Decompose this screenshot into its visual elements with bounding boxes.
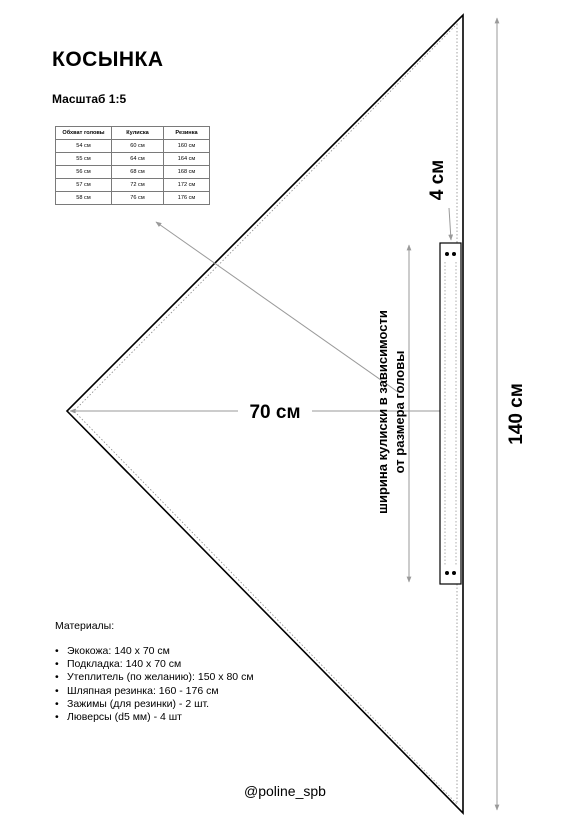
eyelet-marker <box>452 252 456 256</box>
materials-item: • Утеплитель (по желанию): 150 х 80 см <box>55 671 254 684</box>
eyelet-marker <box>445 252 449 256</box>
size-table <box>55 126 210 205</box>
eyelet-marker <box>445 571 449 575</box>
size-table-cell: 54 см <box>56 140 112 153</box>
channel-rectangle <box>440 243 461 584</box>
page-title: КОСЫНКА <box>52 48 164 71</box>
materials-list <box>55 645 254 724</box>
channel-width-arrow <box>449 208 451 240</box>
size-table-cell: 68 см <box>112 166 164 179</box>
scale-label: Масштаб 1:5 <box>52 92 127 106</box>
width-dimension-label: 70 см <box>249 402 301 423</box>
size-table-cell: 55 см <box>56 153 112 166</box>
size-table-cell: 76 см <box>112 192 164 205</box>
eyelet-marker <box>452 571 456 575</box>
size-table-cell: 164 см <box>164 153 210 166</box>
size-table-row <box>56 179 210 192</box>
materials-item: • Зажимы (для резинки) - 2 шт. <box>55 698 254 711</box>
size-table-cell: 60 см <box>112 140 164 153</box>
materials-section <box>55 620 254 724</box>
materials-item: • Подкладка: 140 х 70 см <box>55 658 254 671</box>
size-table-cell: 58 см <box>56 192 112 205</box>
size-table-header-row <box>56 127 210 140</box>
materials-title: Материалы: <box>55 620 115 632</box>
channel-note-line2: от размера головы <box>392 350 407 474</box>
size-table-row <box>56 192 210 205</box>
size-table-cell: 172 см <box>164 179 210 192</box>
size-table-cell: 168 см <box>164 166 210 179</box>
materials-item: • Экокожа: 140 х 70 см <box>55 645 254 658</box>
author-signature: @poline_spb <box>244 783 326 799</box>
size-table-row <box>56 140 210 153</box>
height-dimension-label: 140 см <box>506 383 527 445</box>
size-table-cell: 64 см <box>112 153 164 166</box>
channel-width-label: 4 см <box>427 159 448 201</box>
size-table-cell: 176 см <box>164 192 210 205</box>
channel-note-line1: ширина кулиски в зависимости <box>375 310 390 514</box>
size-table-header: Кулиска <box>112 127 164 140</box>
size-table-row <box>56 166 210 179</box>
size-table-cell: 160 см <box>164 140 210 153</box>
materials-item: • Шляпная резинка: 160 - 176 см <box>55 685 254 698</box>
size-table-row <box>56 153 210 166</box>
materials-item: • Люверсы (d5 мм) - 4 шт <box>55 711 254 724</box>
size-table-cell: 57 см <box>56 179 112 192</box>
size-table-cell: 72 см <box>112 179 164 192</box>
size-table-header: Резинка <box>164 127 210 140</box>
size-table-cell: 56 см <box>56 166 112 179</box>
size-table-header: Обхват головы <box>56 127 112 140</box>
table-pointer-line <box>156 222 398 392</box>
